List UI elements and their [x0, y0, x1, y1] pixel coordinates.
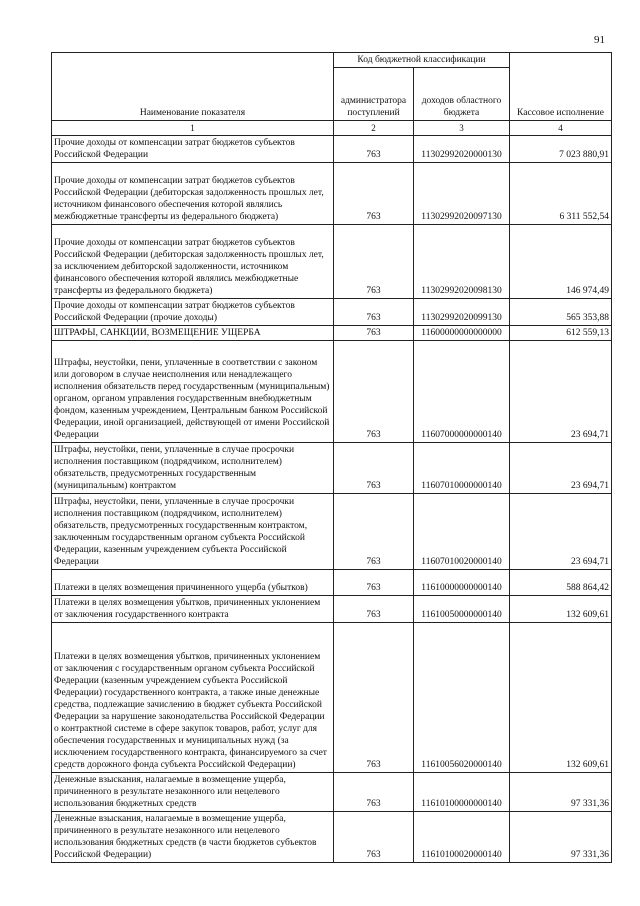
admin-code: 763: [334, 326, 414, 341]
admin-code: 763: [334, 341, 414, 443]
admin-code: 763: [334, 623, 414, 773]
header-cash-execution: Кассовое исполнение: [510, 53, 612, 121]
page-number: 91: [594, 34, 605, 46]
indicator-name: Штрафы, неустойки, пени, уплаченные в случае просрочки исполнения поставщиком (подрядчиком, исполнителем) обязательств, предусмотренных государственным контрактом, заключенным государственным органом субъекта Российской Федерации, казенным учреждением субъекта Российской Федерации: [52, 494, 334, 570]
execution-amount: 7 023 880,91: [510, 136, 612, 163]
table-row: [52, 494, 612, 570]
table-row: [52, 341, 612, 443]
budget-code: 11610050000000140: [414, 596, 510, 623]
admin-code: 763: [334, 773, 414, 812]
execution-amount: 23 694,71: [510, 494, 612, 570]
table-row: [52, 225, 612, 299]
execution-amount: 23 694,71: [510, 443, 612, 494]
execution-amount: 612 559,13: [510, 326, 612, 341]
budget-code: 11610000000000140: [414, 570, 510, 596]
table-row: [52, 812, 612, 863]
admin-code: 763: [334, 163, 414, 225]
budget-code: 11607000000000140: [414, 341, 510, 443]
execution-amount: 97 331,36: [510, 812, 612, 863]
budget-code: 11610100000000140: [414, 773, 510, 812]
execution-amount: 565 353,88: [510, 299, 612, 326]
budget-report-table: [51, 52, 612, 863]
header-kbk-group: Код бюджетной классификации: [334, 53, 510, 68]
admin-code: 763: [334, 812, 414, 863]
budget-code: 11610100020000140: [414, 812, 510, 863]
table-row: [52, 163, 612, 225]
column-number-row: [52, 121, 612, 136]
indicator-name: Платежи в целях возмещения причиненного ущерба (убытков): [52, 570, 334, 596]
indicator-name: Платежи в целях возмещения убытков, причиненных уклонением от заключения государственного контракта: [52, 596, 334, 623]
table-row: [52, 773, 612, 812]
indicator-name: Прочие доходы от компенсации затрат бюджетов субъектов Российской Федерации (прочие доходы): [52, 299, 334, 326]
execution-amount: 132 609,61: [510, 623, 612, 773]
budget-code: 11302992020099130: [414, 299, 510, 326]
table-row: [52, 326, 612, 341]
column-number: 1: [52, 121, 334, 136]
table-row: [52, 136, 612, 163]
admin-code: 763: [334, 596, 414, 623]
table-row: [52, 596, 612, 623]
admin-code: 763: [334, 494, 414, 570]
column-number: 4: [510, 121, 612, 136]
budget-code: 11302992020000130: [414, 136, 510, 163]
execution-amount: 6 311 552,54: [510, 163, 612, 225]
header-income-code: доходов областного бюджета: [414, 68, 510, 121]
indicator-name: Денежные взыскания, налагаемые в возмещение ущерба, причиненного в результате незаконного или нецелевого использования бюджетных средств: [52, 773, 334, 812]
header-admin-code: администратора поступлений: [334, 68, 414, 121]
column-number: 3: [414, 121, 510, 136]
admin-code: 763: [334, 299, 414, 326]
admin-code: 763: [334, 136, 414, 163]
budget-code: 11302992020098130: [414, 225, 510, 299]
table-row: [52, 623, 612, 773]
indicator-name: Штрафы, неустойки, пени, уплаченные в случае просрочки исполнения поставщиком (подрядчиком, исполнителем) обязательств, предусмотренных государственным (муниципальным) контрактом: [52, 443, 334, 494]
budget-code: 11600000000000000: [414, 326, 510, 341]
table-row: [52, 570, 612, 596]
indicator-name: ШТРАФЫ, САНКЦИИ, ВОЗМЕЩЕНИЕ УЩЕРБА: [52, 326, 334, 341]
indicator-name: Платежи в целях возмещения убытков, причиненных уклонением от заключения с государственным органом субъекта Российской Федерации (казенным учреждением субъекта Российской Федерации) государственного контракта, а также иные денежные средства, подлежащие зачислению в бюджет субъекта Российской Федерации за нарушение законодательства Российской Федерации о контрактной системе в сфере закупок товаров, работ, услуг для обеспечения государственных и муниципальных нужд (за исключением государственного контракта, финансируемого за счет средств дорожного фонда субъекта Российской Федерации): [52, 623, 334, 773]
table-row: [52, 299, 612, 326]
indicator-name: Прочие доходы от компенсации затрат бюджетов субъектов Российской Федерации (дебиторская задолженность прошлых лет, источником финансового обеспечения которой являлись межбюджетные трансферты из федерального бюджета): [52, 163, 334, 225]
indicator-name: Денежные взыскания, налагаемые в возмещение ущерба, причиненного в результате незаконного или нецелевого использования бюджетных средств (в части бюджетов субъектов Российской Федерации): [52, 812, 334, 863]
admin-code: 763: [334, 443, 414, 494]
admin-code: 763: [334, 225, 414, 299]
budget-code: 11607010020000140: [414, 494, 510, 570]
execution-amount: 588 864,42: [510, 570, 612, 596]
budget-code: 11610056020000140: [414, 623, 510, 773]
execution-amount: 97 331,36: [510, 773, 612, 812]
execution-amount: 146 974,49: [510, 225, 612, 299]
indicator-name: Прочие доходы от компенсации затрат бюджетов субъектов Российской Федерации (дебиторская задолженность прошлых лет, за исключением дебиторской задолженности, источником финансового обеспечения которой являлись межбюджетные трансферты из федерального бюджета): [52, 225, 334, 299]
indicator-name: Прочие доходы от компенсации затрат бюджетов субъектов Российской Федерации: [52, 136, 334, 163]
execution-amount: 23 694,71: [510, 341, 612, 443]
column-number: 2: [334, 121, 414, 136]
indicator-name: Штрафы, неустойки, пени, уплаченные в соответствии с законом или договором в случае неисполнения или ненадлежащего исполнения обязательств перед государственным (муниципальным) органом, органом управления государственным внебюджетным фондом, казенным учреждением, Центральным банком Российской Федерации, иной организацией, действующей от имени Российской Федерации: [52, 341, 334, 443]
budget-code: 11607010000000140: [414, 443, 510, 494]
execution-amount: 132 609,61: [510, 596, 612, 623]
table-row: [52, 443, 612, 494]
admin-code: 763: [334, 570, 414, 596]
budget-code: 11302992020097130: [414, 163, 510, 225]
header-indicator-name: Наименование показателя: [52, 53, 334, 121]
